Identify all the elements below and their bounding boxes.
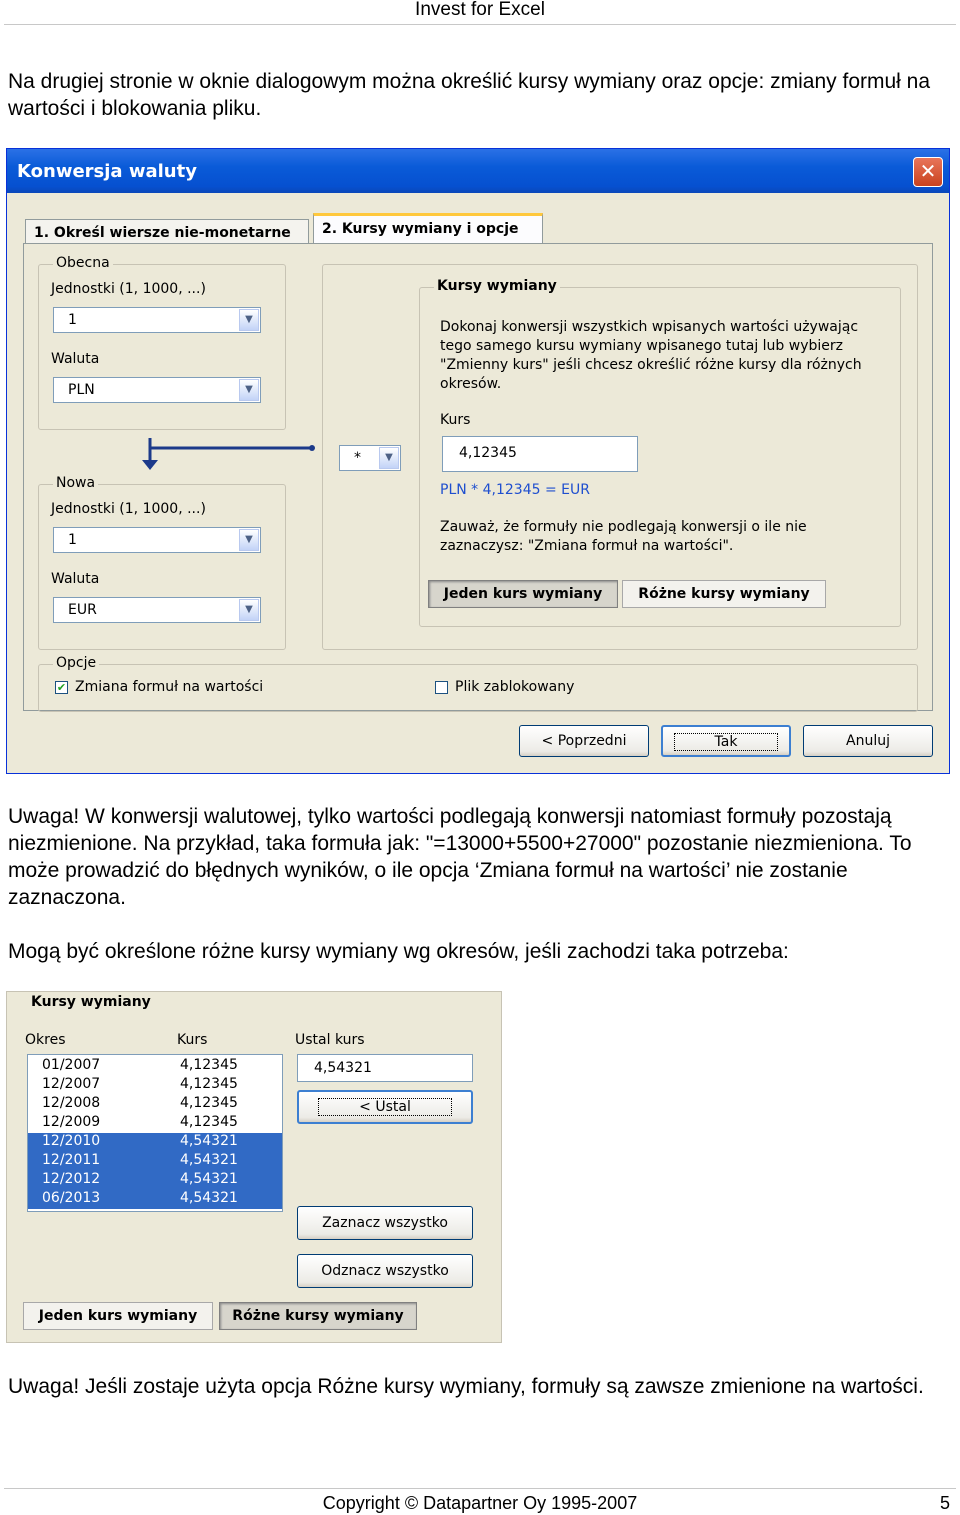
- tab-rates-options[interactable]: 2. Kursy wymiany i opcje: [313, 213, 543, 245]
- previous-button[interactable]: < Poprzedni: [519, 725, 649, 757]
- chevron-down-icon[interactable]: ▼: [239, 599, 259, 621]
- list-item-period: 12/2009: [42, 1114, 101, 1130]
- list-item[interactable]: [28, 1133, 282, 1152]
- new-legend: Nowa: [53, 475, 98, 491]
- operator-select[interactable]: [339, 445, 401, 471]
- new-currency-select[interactable]: [53, 597, 261, 623]
- cancel-button[interactable]: Anuluj: [803, 725, 933, 757]
- new-group: [38, 475, 286, 650]
- period-column-header: Okres: [25, 1032, 66, 1048]
- current-units-select[interactable]: [53, 307, 261, 333]
- rate-column-header: Kurs: [177, 1032, 208, 1048]
- list-item[interactable]: [28, 1171, 282, 1190]
- file-locked-label: Plik zablokowany: [455, 679, 575, 695]
- select-all-button[interactable]: Zaznacz wszystko: [297, 1206, 473, 1240]
- rates-by-period-panel: [6, 991, 502, 1343]
- dialog-title: Konwersja waluty: [17, 161, 197, 182]
- operator-value: *: [354, 450, 361, 466]
- rates-description: Dokonaj konwersji wszystkich wpisanych wartości używając tego samego kursu wymiany wpisanego tutaj lub wybierz "Zmienny kurs" jeśli chcesz określić różne kursy dla różnych okresów.: [440, 319, 862, 392]
- dialog-titlebar: [7, 149, 949, 193]
- page-header-title: Invest for Excel: [415, 0, 545, 20]
- rate-input-value: 4,12345: [459, 445, 517, 461]
- current-currency-select[interactable]: [53, 377, 261, 403]
- current-units-value: 1: [68, 312, 77, 328]
- list-item-period: 12/2011: [42, 1152, 101, 1168]
- rates-container: [322, 264, 918, 650]
- conversion-arrow-icon: [136, 432, 326, 476]
- single-rate-button[interactable]: Jeden kurs wymiany: [428, 580, 618, 608]
- chevron-down-icon[interactable]: ▼: [239, 309, 259, 331]
- chevron-down-icon[interactable]: ▼: [239, 379, 259, 401]
- list-item[interactable]: [28, 1057, 282, 1076]
- currency-conversion-dialog: [6, 148, 950, 774]
- rates-group: [419, 278, 901, 627]
- note-paragraph-2: Uwaga! Jeśli zostaje użyta opcja Różne kursy wymiany, formuły są zawsze zmienione na wartości.: [8, 1375, 924, 1398]
- page-number: 5: [940, 1493, 951, 1513]
- list-item-rate: 4,54321: [180, 1171, 238, 1187]
- options-group: [38, 655, 918, 712]
- footer-copyright: Copyright © Datapartner Oy 1995-2007: [322, 1493, 638, 1513]
- rate-formula: PLN * 4,12345 = EUR: [440, 482, 590, 498]
- list-item-period: 12/2007: [42, 1076, 101, 1092]
- new-currency-value: EUR: [68, 602, 97, 618]
- tab-non-monetary-rows[interactable]: 1. Określ wiersze nie-monetarne: [25, 219, 309, 247]
- new-units-label: Jednostki (1, 1000, ...): [51, 501, 206, 517]
- set-rate-label: Ustal kurs: [295, 1032, 365, 1048]
- list-item-period: 12/2008: [42, 1095, 101, 1111]
- list-item[interactable]: [28, 1152, 282, 1171]
- ok-button-label: Tak: [674, 733, 779, 751]
- current-currency-value: PLN: [68, 382, 95, 398]
- list-item[interactable]: [28, 1190, 282, 1209]
- list-item-period: 06/2013: [42, 1190, 101, 1206]
- list-item-rate: 4,54321: [180, 1190, 238, 1206]
- current-legend: Obecna: [53, 255, 113, 271]
- period-multiple-rates-button[interactable]: Różne kursy wymiany: [219, 1302, 417, 1330]
- period-rates-legend: Kursy wymiany: [31, 994, 151, 1010]
- new-currency-label: Waluta: [51, 571, 100, 587]
- list-item[interactable]: [28, 1114, 282, 1133]
- multiple-rates-button[interactable]: Różne kursy wymiany: [622, 580, 826, 608]
- list-item-period: 12/2010: [42, 1133, 101, 1149]
- list-item[interactable]: [28, 1076, 282, 1095]
- formulas-to-values-checkbox[interactable]: ✔: [56, 681, 67, 694]
- list-item-period: 01/2007: [42, 1057, 101, 1073]
- rates-legend: Kursy wymiany: [434, 278, 560, 294]
- ok-button[interactable]: [661, 725, 791, 757]
- list-item-rate: 4,54321: [180, 1152, 238, 1168]
- period-single-rate-button[interactable]: Jeden kurs wymiany: [23, 1302, 213, 1330]
- periods-intro-paragraph: Mogą być określone różne kursy wymiany wg okresów, jeśli zachodzi taka potrzeba:: [8, 940, 789, 963]
- formulas-to-values-label: Zmiana formuł na wartości: [75, 679, 264, 695]
- note-paragraph-1: Uwaga! W konwersji walutowej, tylko wartości podlegają konwersji natomiast formuły pozostają niezmienione. Na przykład, taka formuła jak: "=13000+5500+27000" pozostanie niezmieniona. To może prowadzić do błędnych wyników, o ile opcja ‘Zmiana formuł na wartości’ nie zostanie zaznaczona.: [8, 805, 912, 909]
- close-icon[interactable]: ✕: [913, 157, 943, 187]
- list-item[interactable]: [28, 1095, 282, 1114]
- period-rates-list[interactable]: [27, 1054, 283, 1212]
- current-units-label: Jednostki (1, 1000, ...): [51, 281, 206, 297]
- chevron-down-icon[interactable]: ▼: [239, 529, 259, 551]
- deselect-all-button[interactable]: Odznacz wszystko: [297, 1254, 473, 1288]
- intro-paragraph: Na drugiej stronie w oknie dialogowym można określić kursy wymiany oraz opcje: zmiany formuł na wartości i blokowania pliku.: [8, 70, 931, 120]
- list-item-rate: 4,12345: [180, 1114, 238, 1130]
- set-rate-button-label: < Ustal: [318, 1098, 452, 1116]
- current-currency-label: Waluta: [51, 351, 100, 367]
- set-rate-button[interactable]: [297, 1090, 473, 1124]
- list-item-rate: 4,54321: [180, 1133, 238, 1149]
- rate-input[interactable]: [442, 436, 638, 472]
- rates-note: Zauważ, że formuły nie podlegają konwersji o ile nie zaznaczysz: "Zmiana formuł na wartości".: [440, 519, 807, 554]
- file-locked-checkbox[interactable]: [435, 681, 448, 694]
- new-units-value: 1: [68, 532, 77, 548]
- list-item-period: 12/2012: [42, 1171, 101, 1187]
- list-item-rate: 4,12345: [180, 1057, 238, 1073]
- options-legend: Opcje: [53, 655, 99, 671]
- set-rate-input[interactable]: [297, 1054, 473, 1082]
- footer-divider: [4, 1488, 956, 1489]
- new-units-select[interactable]: [53, 527, 261, 553]
- current-group: [38, 255, 286, 430]
- chevron-down-icon[interactable]: ▼: [379, 447, 399, 469]
- set-rate-value: 4,54321: [314, 1060, 372, 1076]
- tab-panel: [23, 243, 933, 711]
- header-divider: [4, 24, 956, 25]
- rate-label: Kurs: [440, 412, 471, 428]
- list-item-rate: 4,12345: [180, 1095, 238, 1111]
- list-item-rate: 4,12345: [180, 1076, 238, 1092]
